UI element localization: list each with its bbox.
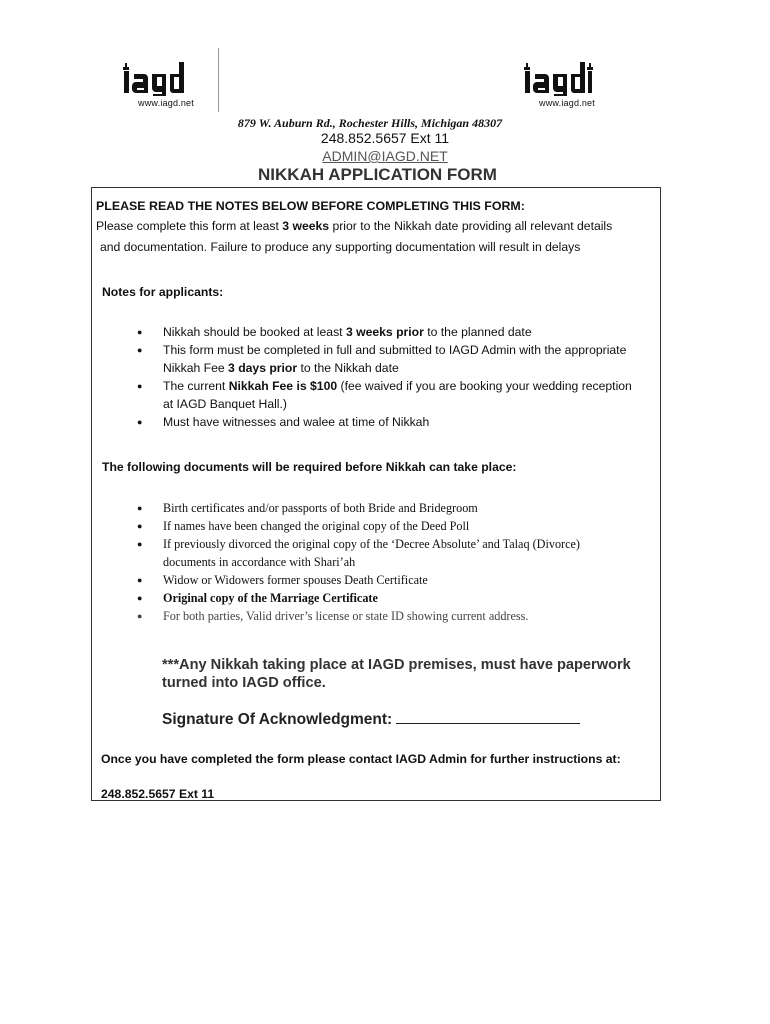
- note-3-pre: The current: [163, 379, 229, 393]
- note-1-bold: 3 weeks prior: [345, 325, 424, 339]
- note-2-pre: Nikkah Fee: [163, 361, 229, 375]
- note-3-post: (fee waived if you are booking your wedding reception: [337, 379, 632, 393]
- signature-row: [162, 709, 580, 729]
- signature-field[interactable]: [396, 709, 580, 724]
- list-item: ● Widow or Widowers former spouses Death Certificate: [163, 571, 658, 589]
- intro-line-1-bold: 3 weeks: [282, 219, 330, 233]
- iagd-logo-right: [519, 60, 615, 112]
- list-item: ● Original copy of the Marriage Certificate: [163, 589, 658, 607]
- list-item: ● For both parties, Valid driver’s license or state ID showing current address.: [163, 607, 658, 625]
- documents-list: [163, 499, 658, 625]
- intro-line-2: and documentation. Failure to produce any supporting documentation will result in delays: [100, 240, 581, 254]
- documents-heading: The following documents will be required before Nikkah can take place:: [102, 460, 517, 474]
- contact-phone: 248.852.5657 Ext 11: [101, 787, 215, 801]
- list-item: ● Birth certificates and/or passports of both Bride and Bridegroom: [163, 499, 658, 517]
- document-divorce-line-1: If previously divorced the original copy of the ‘Decree Absolute’ and Talaq (Divorce): [163, 537, 580, 551]
- iagd-logo-mark-left: [118, 60, 214, 96]
- intro-line-1-pre: Please complete this form at least: [96, 219, 283, 233]
- header-divider: [218, 48, 219, 112]
- header-email-link[interactable]: ADMIN@IAGD.NET: [322, 148, 448, 164]
- note-2-bold: 3 days prior: [228, 361, 298, 375]
- note-3-line-2: at IAGD Banquet Hall.): [163, 397, 287, 411]
- iagd-logo-mark-right: [519, 60, 615, 96]
- list-item: ● If names have been changed the original copy of the Deed Poll: [163, 517, 658, 535]
- list-item: [163, 341, 658, 377]
- note-2-post: to the Nikkah date: [297, 361, 399, 375]
- header-phone: 248.852.5657 Ext 11: [320, 130, 450, 146]
- form-title: NIKKAH APPLICATION FORM: [258, 165, 497, 184]
- premises-note: ***Any Nikkah taking place at IAGD premises, must have paperwork turned into IAGD office.: [162, 657, 631, 691]
- address: 879 W. Auburn Rd., Rochester Hills, Michigan 48307: [237, 116, 503, 130]
- document-divorce-line-2: documents in accordance with Shari’ah: [163, 555, 356, 569]
- note-3-bold: Nikkah Fee is $100: [228, 379, 338, 393]
- note-4: Must have witnesses and walee at time of Nikkah: [163, 415, 430, 429]
- note-1-post: to the planned date: [423, 325, 532, 339]
- note-2-line-1: This form must be completed in full and submitted to IAGD Admin with the appropriate: [163, 343, 627, 357]
- intro-line-1-post: prior to the Nikkah date providing all relevant details: [329, 219, 613, 233]
- logo-right-url: www.iagd.net: [539, 98, 595, 108]
- iagd-logo-left: [118, 60, 214, 112]
- intro-line-1: [96, 218, 612, 234]
- list-item: [163, 535, 658, 571]
- list-item: [163, 323, 658, 341]
- note-1-pre: Nikkah should be booked at least: [163, 325, 346, 339]
- notes-heading: Notes for applicants:: [102, 285, 224, 299]
- notes-list: [163, 323, 658, 431]
- read-notes-heading: PLEASE READ THE NOTES BELOW BEFORE COMPLETING THIS FORM:: [96, 199, 525, 213]
- contact-line: Once you have completed the form please contact IAGD Admin for further instructions at:: [101, 752, 621, 766]
- list-item: [163, 377, 658, 413]
- logo-left-url: www.iagd.net: [138, 98, 194, 108]
- list-item: [163, 413, 658, 431]
- signature-label: Signature Of Acknowledgment:: [162, 711, 393, 728]
